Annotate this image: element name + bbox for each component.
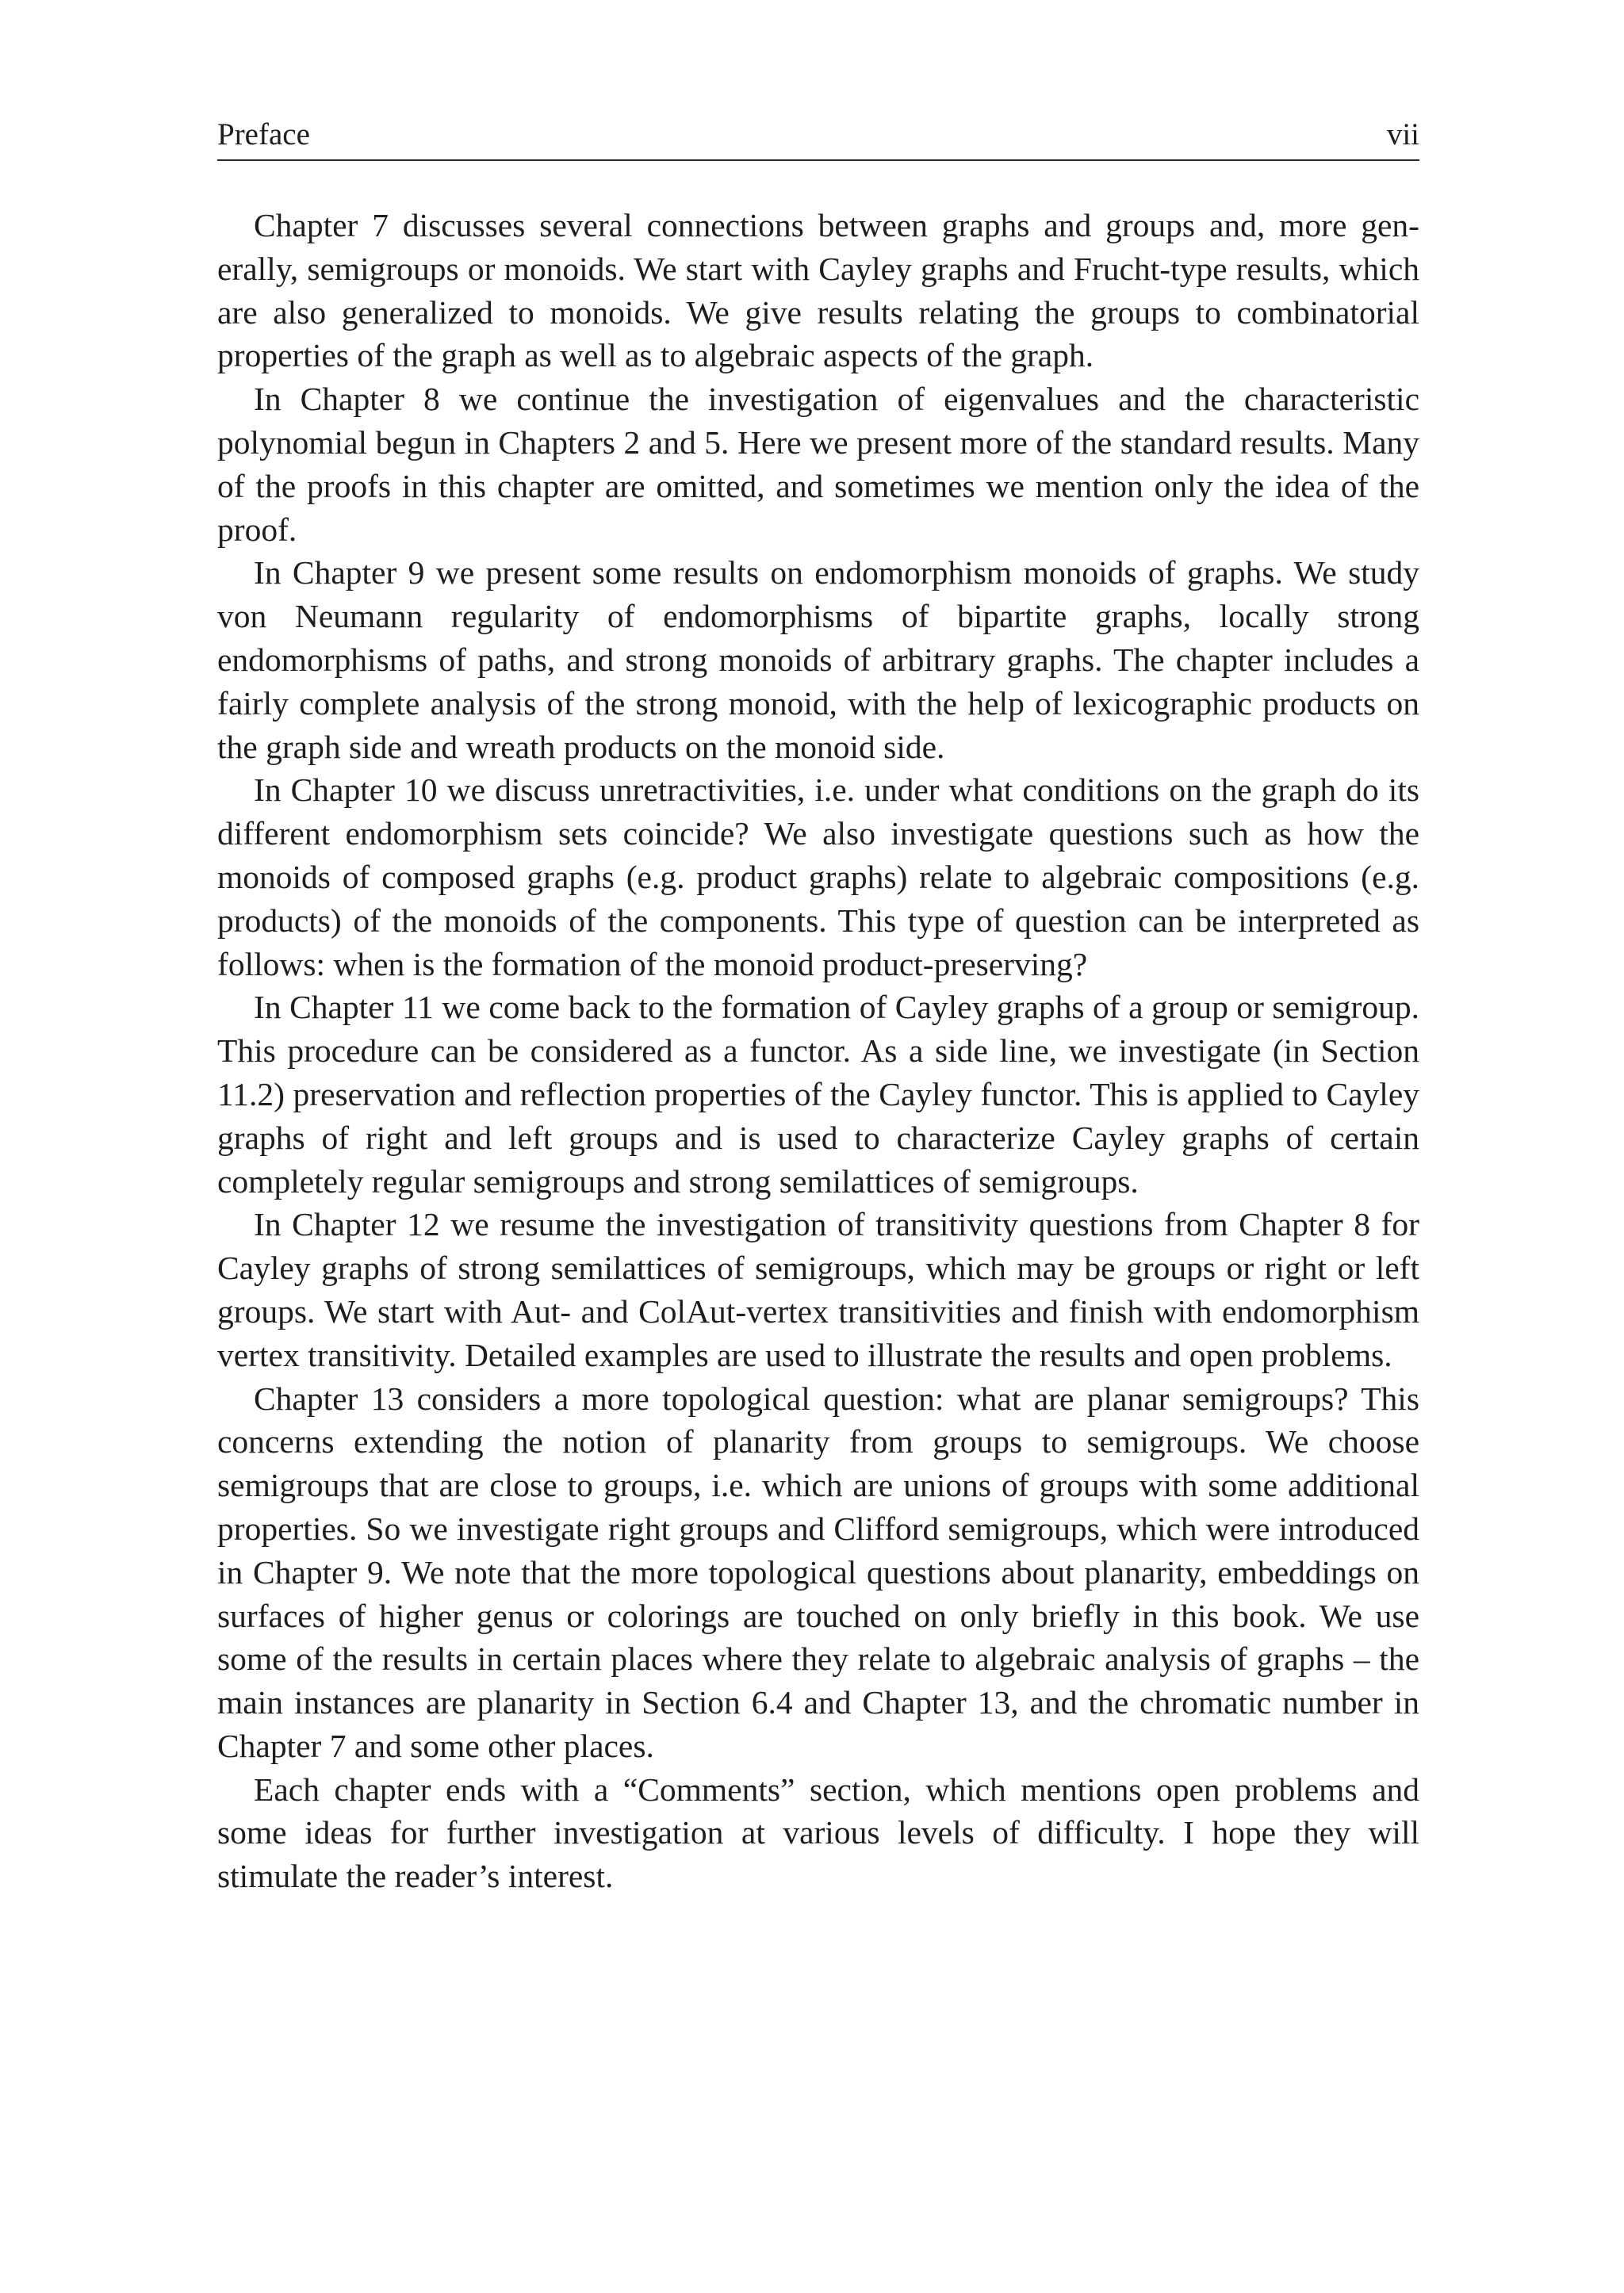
paragraph-comments: Each chapter ends with a “Comments” section, which mentions open problems and some ideas for further investigation at various levels of difficulty. I hope they will stimulate the reader’s interest. — [217, 1770, 1419, 1895]
body-text — [217, 204, 1419, 1898]
paragraph-chapter-13: Chapter 13 considers a more topological question: what are planar semigroups? This concerns extending the notion of planarity from groups to semigroups. We choose semigroups that are close to groups, i.e. which are unions of groups with some additional properties. So we investigate right groups and Clifford semigroups, which were introduced in Chapter 9. We note that the more topological questions about planarity, embeddings on surfaces of higher genus or colorings are touched on only briefly in this book. We use some of the results in certain places where they relate to algebraic analysis of graphs – the main instances are planarity in Section 6.4 and Chapter 13, and the chromatic number in Chapter 7 and some other places. — [217, 1380, 1419, 1764]
paragraph-chapter-7: Chapter 7 discusses several connections between graphs and groups and, more generally, semigroups or monoids. We start with Cayley graphs and Frucht-type results, which are also generalized to monoids. We give results relating the groups to combinatorial properties of the graph as well as to algebraic aspects of the graph. — [217, 207, 1419, 374]
paragraph-chapter-11: In Chapter 11 we come back to the formation of Cayley graphs of a group or semigroup. This procedure can be considered as a functor. As a side line, we investigate (in Section 11.2) preservation and reflection properties of the Cayley functor. This is applied to Cayley graphs of right and left groups and is used to characterize Cayley graphs of certain completely regular semigroups and strong semilattices of semigroups. — [217, 989, 1419, 1200]
paragraph-chapter-10: In Chapter 10 we discuss unretractivities, i.e. under what conditions on the graph do its different endomorphism sets coincide? We also investigate questions such as how the monoids of composed graphs (e.g. product graphs) relate to algebraic compositions (e.g. products) of the monoids of the components. This type of question can be interpreted as follows: when is the formation of the monoid product-preserving? — [217, 771, 1419, 982]
page-number: vii — [1386, 117, 1419, 151]
paragraph-chapter-9: In Chapter 9 we present some results on endomorphism monoids of graphs. We study von Neumann regularity of endomorphisms of bipartite graphs, locally strong endomorphisms of paths, and strong monoids of arbitrary graphs. The chapter includes a fairly complete analysis of the strong monoid, with the help of lexicographic products on the graph side and wreath products on the monoid side. — [217, 554, 1419, 765]
paragraph-chapter-12: In Chapter 12 we resume the investigation of transitivity questions from Chapter 8 for Cayley graphs of strong semilattices of semigroups, which may be groups or right or left groups. We start with Aut- and ColAut-vertex transitivities and finish with endomorphism vertex transitivity. Detailed examples are used to illustrate the results and open problems. — [217, 1206, 1419, 1373]
section-title: Preface — [217, 117, 310, 151]
book-page — [217, 119, 1419, 1898]
paragraph-chapter-8: In Chapter 8 we continue the investigation of eigenvalues and the characteristic polynomial begun in Chapters 2 and 5. Here we present more of the standard results. Many of the proofs in this chapter are omitted, and sometimes we mention only the idea of the proof. — [217, 381, 1419, 548]
running-head — [217, 119, 1419, 161]
